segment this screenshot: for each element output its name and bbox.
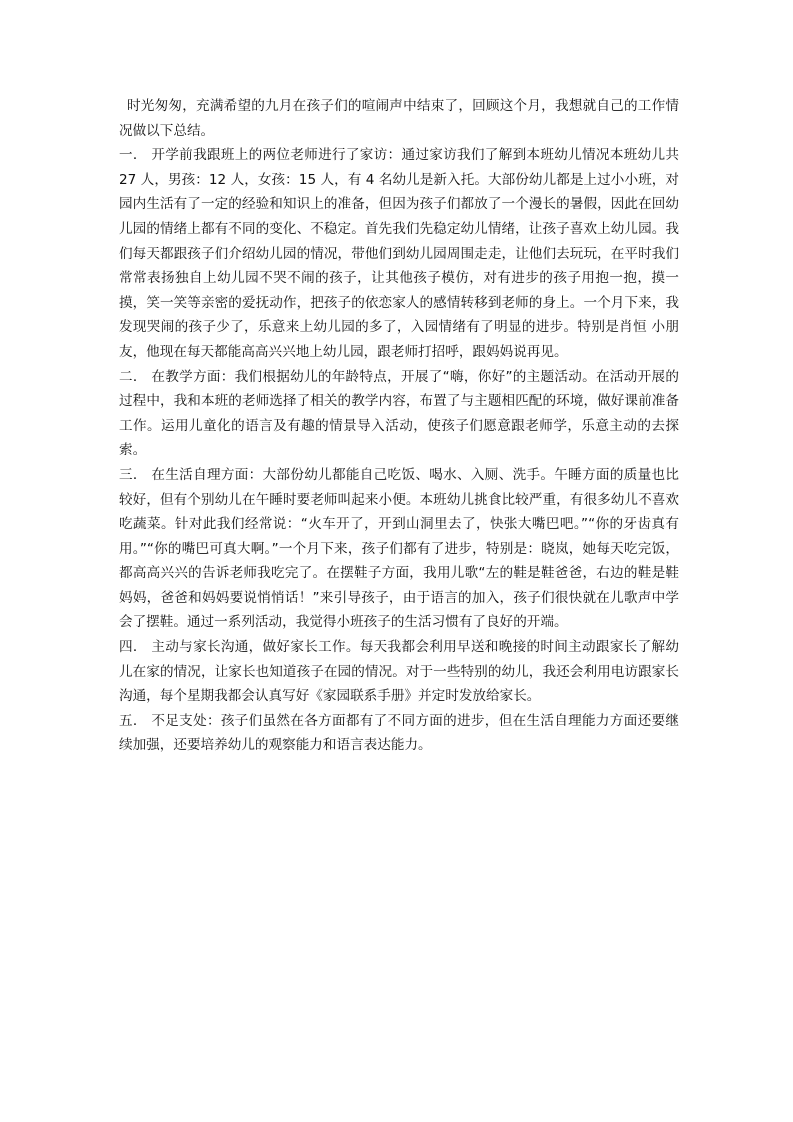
- section-2-teaching: 二． 在教学方面：我们根据幼儿的年龄特点，开展了“嗨，你好”的主题活动。在活动开展的过程中，我和本班的老师选择了相关的教学内容，布置了与主题相匹配的环境，做好课前准备工作。运用儿童化的语言及有趣的情景导入活动，使孩子们愿意跟老师学，乐意主动的去探索。: [119, 368, 679, 459]
- intro-paragraph: 时光匆匆，充满希望的九月在孩子们的喧闹声中结束了，回顾这个月，我想就自己的工作情况做以下总结。: [119, 98, 679, 139]
- section-5-shortcomings: 五． 不足支处：孩子们虽然在各方面都有了不同方面的进步，但在生活自理能力方面还要继续加强，还要培养幼儿的观察能力和语言表达能力。: [119, 712, 679, 754]
- section-1-home-visits: 一． 开学前我跟班上的两位老师进行了家访：通过家访我们了解到本班幼儿情况本班幼儿共 27 人，男孩：12 人，女孩：15 人，有 4 名幼儿是新入托。大部份幼儿都是上过小小班，对园内生活有了一定的经验和知识上的准备，但因为孩子们都放了一个漫长的暑假，因此在回幼儿园的情绪上都有不同的变化、不稳定。首先我们先稳定幼儿情绪，让孩子喜欢上幼儿园。我们每天都跟孩子们介绍幼儿园的情况，带他们到幼儿园周围走走，让他们去玩玩，在平时我们常常表扬独自上幼儿园不哭不闹的孩子，让其他孩子模仿，对有进步的孩子用抱一抱，摸一摸，笑一笑等亲密的爱抚动作，把孩子的依恋家人的感情转移到老师的身上。一个月下来，我发现哭闹的孩子少了，乐意来上幼儿园的多了，入园情绪有了明显的进步。特别是肖恒 小朋友，他现在每天都能高高兴兴地上幼儿园，跟老师打招呼，跟妈妈说再见。: [119, 147, 679, 360]
- section-4-parent-communication: 四． 主动与家长沟通，做好家长工作。每天我都会利用早送和晚接的时间主动跟家长了解幼儿在家的情况，让家长也知道孩子在园的情况。对于一些特别的幼儿，我还会利用电访跟家长沟通，每个星期我都会认真写好《家园联系手册》并定时发放给家长。: [119, 639, 679, 705]
- document-body: [119, 94, 679, 758]
- section-3-self-care: 三． 在生活自理方面：大部份幼儿都能自己吃饭、喝水、入厕、洗手。午睡方面的质量也比较好，但有个别幼儿在午睡时要老师叫起来小便。本班幼儿挑食比较严重，有很多幼儿不喜欢吃蔬菜。针对此我们经常说：“火车开了，开到山洞里去了，快张大嘴巴吧。”“你的牙齿真有用。”“你的嘴巴可真大啊。”一个月下来，孩子们都有了进步，特别是：晓岚，她每天吃完饭，都高高兴兴的告诉老师我吃完了。在摆鞋子方面，我用儿歌“左的鞋是鞋爸爸，右边的鞋是鞋妈妈，爸爸和妈妈要说悄悄话！”来引导孩子，由于语言的加入，孩子们很快就在儿歌声中学会了摆鞋。通过一系列活动，我觉得小班孩子的生活习惯有了良好的开端。: [119, 466, 679, 631]
